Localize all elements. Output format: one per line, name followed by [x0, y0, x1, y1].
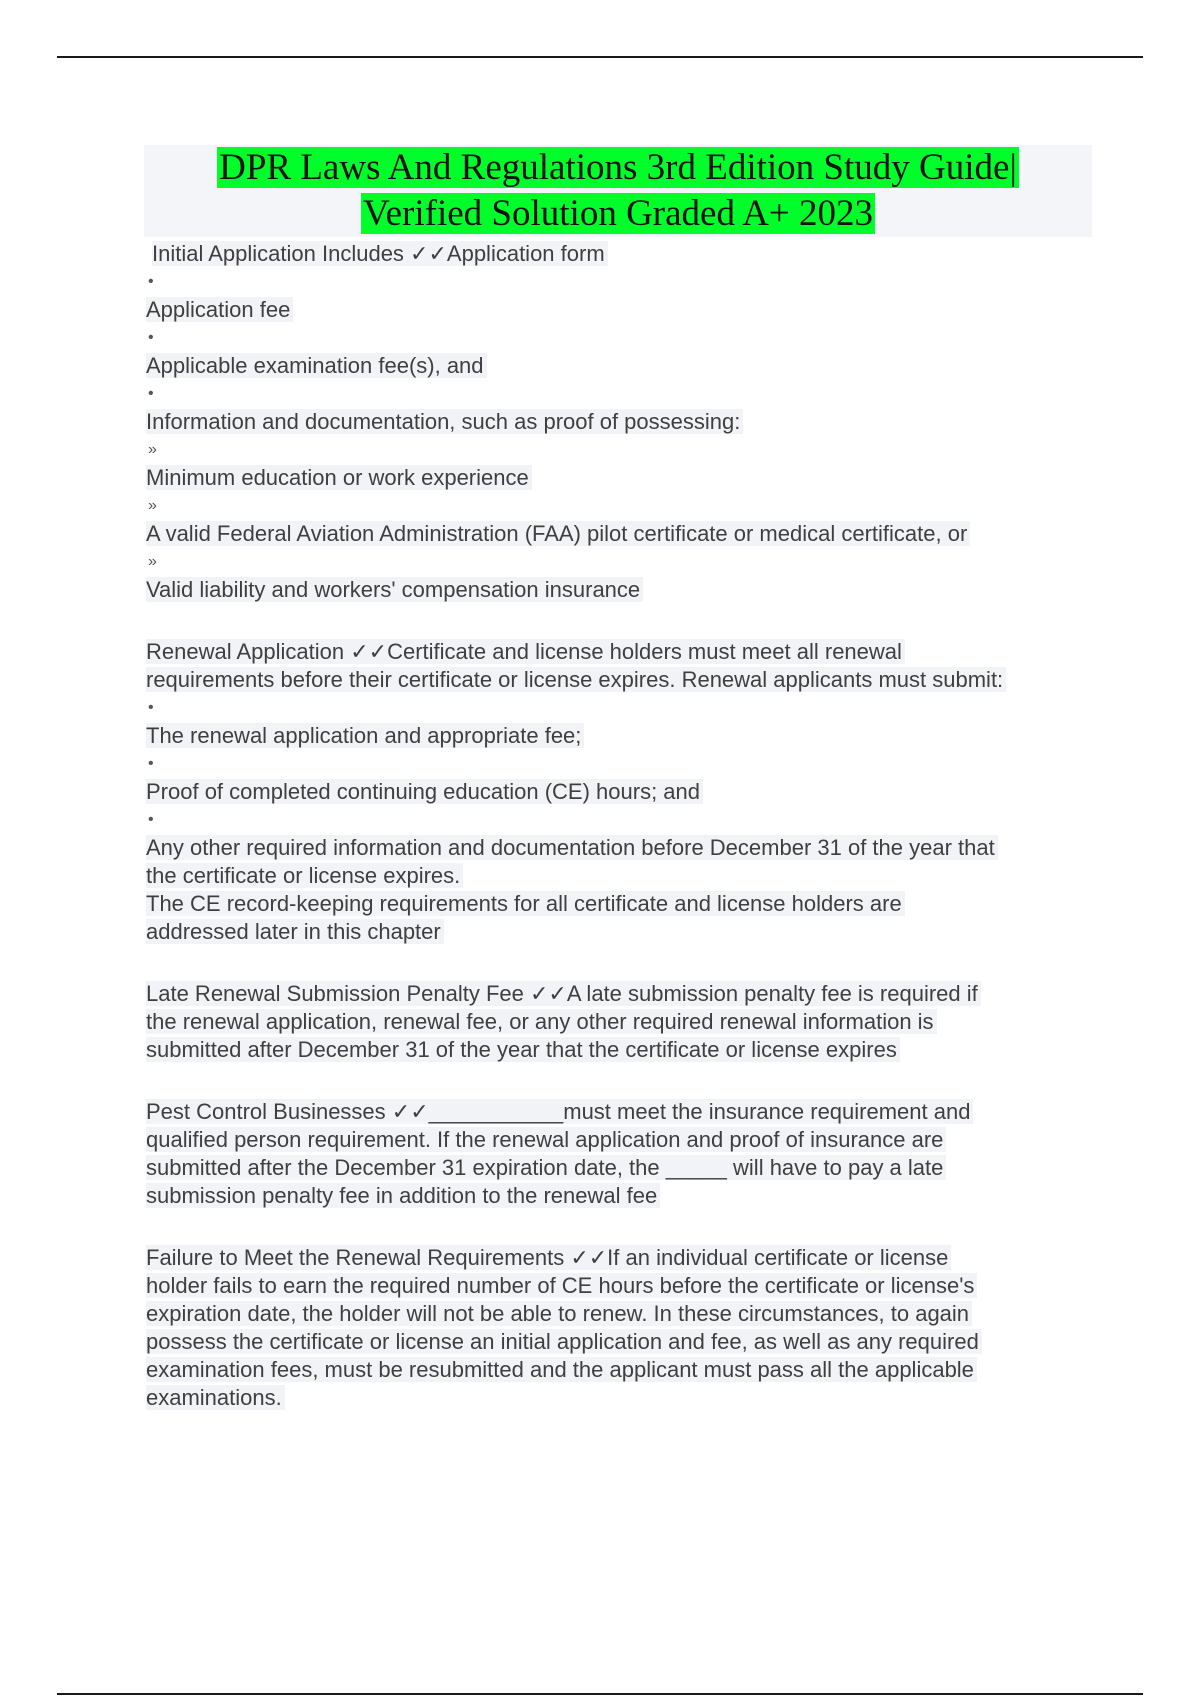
renewal-tail-line: addressed later in this chapter	[146, 919, 444, 944]
list-item: Proof of completed continuing education (CE) hours; and	[146, 779, 703, 804]
paragraph-line: Late Renewal Submission Penalty Fee ✓✓A late submission penalty fee is required if	[146, 981, 981, 1006]
list-item: Valid liability and workers' compensation insurance	[146, 577, 643, 602]
paragraph-line: holder fails to earn the required number of CE hours before the certificate or license's	[146, 1273, 977, 1298]
section-initial-application	[146, 240, 1096, 604]
list-item: Applicable examination fee(s), and	[146, 353, 487, 378]
bullet: •	[148, 329, 154, 346]
paragraph-line: the renewal application, renewal fee, or any other required renewal information is	[146, 1009, 937, 1034]
paragraph-line: expiration date, the holder will not be able to renew. In these circumstances, to again	[146, 1301, 972, 1326]
renewal-line-2: requirements before their certificate or license expires. Renewal applicants must submit:	[146, 667, 1006, 692]
footer-rule	[57, 1693, 1143, 1695]
section-failure-renewal	[146, 1244, 1096, 1412]
sub-bullet: »	[148, 441, 157, 458]
document-body	[146, 240, 1096, 1412]
paragraph-line: examinations.	[146, 1385, 285, 1410]
initial-heading: Initial Application Includes ✓✓Application form	[152, 241, 608, 266]
renewal-tail-line: the certificate or license expires.	[146, 863, 463, 888]
sub-bullet: »	[148, 553, 157, 570]
section-renewal-application	[146, 638, 1096, 946]
list-item: Any other required information and documentation before December 31 of the year that	[146, 835, 998, 860]
paragraph-line: submission penalty fee in addition to the renewal fee	[146, 1183, 660, 1208]
bullet: •	[148, 385, 154, 402]
list-item: Minimum education or work experience	[146, 465, 532, 490]
document-title	[144, 145, 1092, 237]
bullet: •	[148, 755, 154, 772]
section-pest-control	[146, 1098, 1096, 1210]
bullet: •	[148, 273, 154, 290]
paragraph-line: examination fees, must be resubmitted and the applicant must pass all the applicable	[146, 1357, 977, 1382]
list-item: Information and documentation, such as proof of possessing:	[146, 409, 743, 434]
list-item: A valid Federal Aviation Administration (FAA) pilot certificate or medical certificate, or	[146, 521, 970, 546]
sub-bullet: »	[148, 497, 157, 514]
paragraph-line: qualified person requirement. If the renewal application and proof of insurance are	[146, 1127, 946, 1152]
title-line-2: Verified Solution Graded A+ 2023	[362, 193, 873, 234]
paragraph-line: Pest Control Businesses ✓✓___________must meet the insurance requirement and	[146, 1099, 973, 1124]
bullet: •	[148, 699, 154, 716]
bullet: •	[148, 811, 154, 828]
renewal-line-1: Renewal Application ✓✓Certificate and license holders must meet all renewal	[146, 639, 905, 664]
paragraph-line: Failure to Meet the Renewal Requirements ✓✓If an individual certificate or license	[146, 1245, 951, 1270]
paragraph-line: submitted after December 31 of the year that the certificate or license expires	[146, 1037, 900, 1062]
list-item: The renewal application and appropriate fee;	[146, 723, 584, 748]
paragraph-line: submitted after the December 31 expiration date, the _____ will have to pay a late	[146, 1155, 946, 1180]
renewal-tail-line: The CE record-keeping requirements for all certificate and license holders are	[146, 891, 905, 916]
section-late-renewal	[146, 980, 1096, 1064]
list-item: Application fee	[146, 297, 293, 322]
header-rule	[57, 56, 1143, 58]
paragraph-line: possess the certificate or license an initial application and fee, as well as any required	[146, 1329, 982, 1354]
title-line-1: DPR Laws And Regulations 3rd Edition Study Guide|	[219, 147, 1017, 188]
